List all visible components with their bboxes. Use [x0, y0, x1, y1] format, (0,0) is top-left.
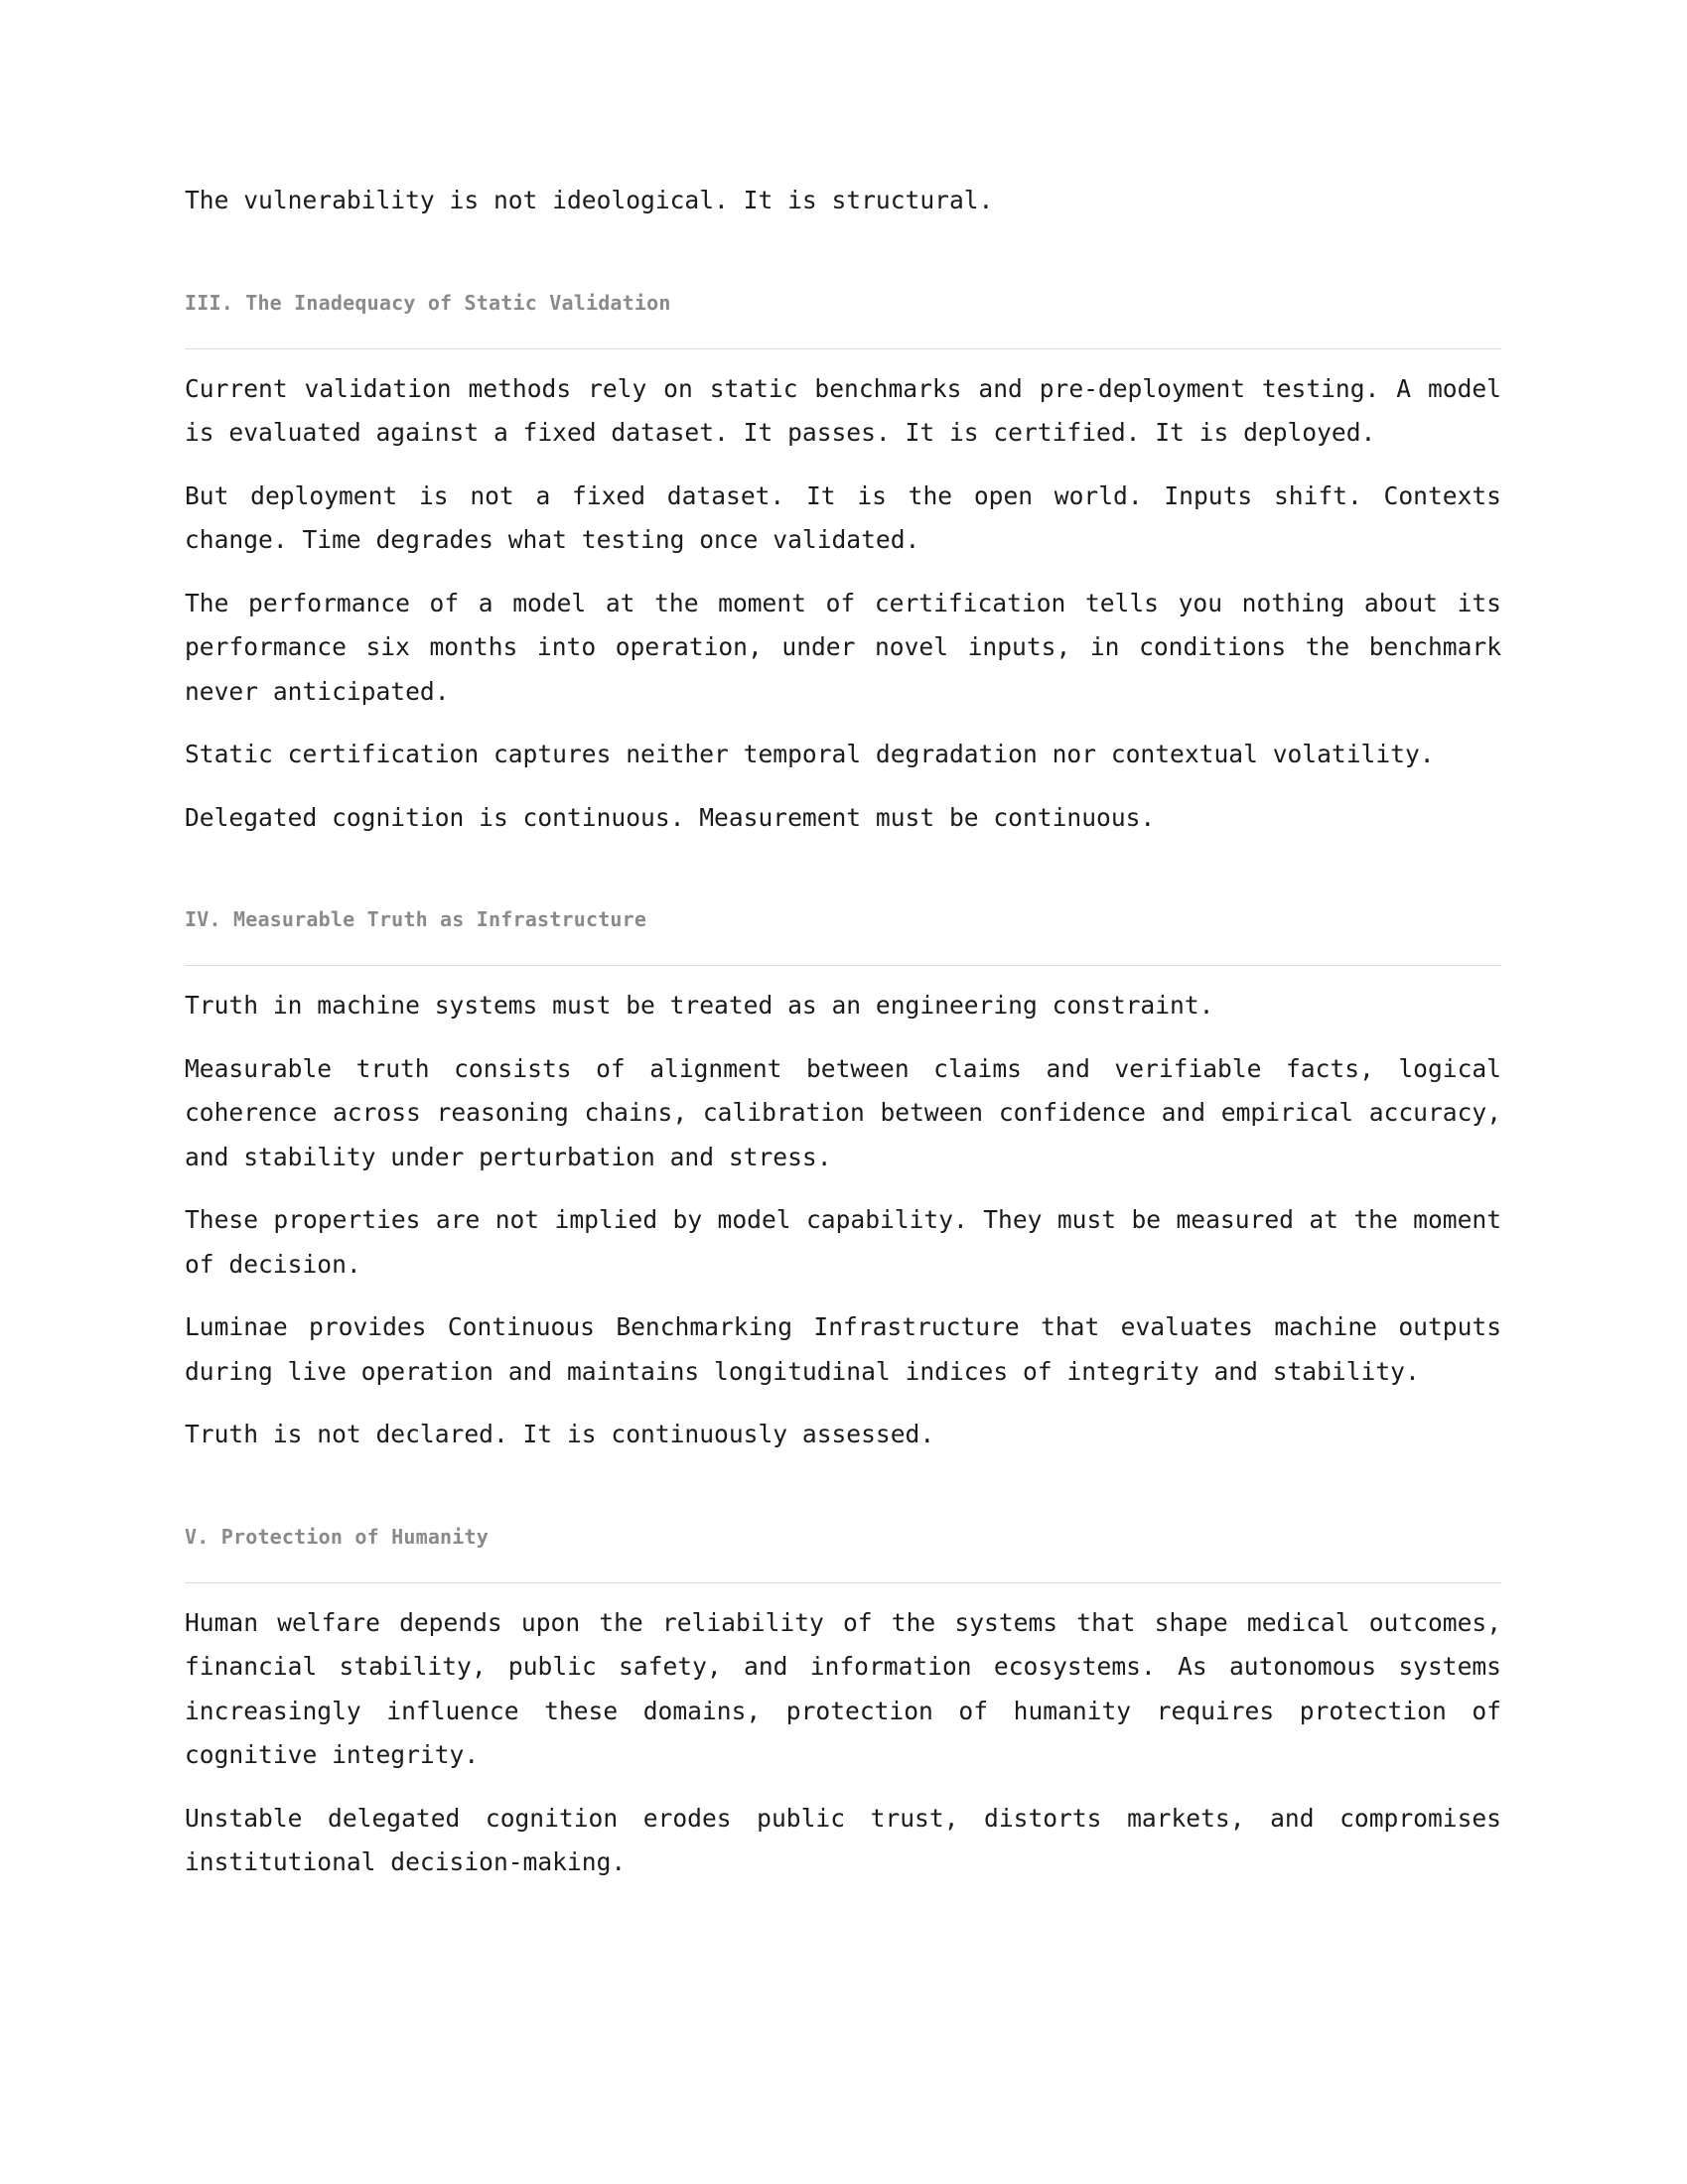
paragraph: Truth is not declared. It is continuously assessed. — [185, 1420, 935, 1448]
intro-paragraph: The vulnerability is not ideological. It is structural. — [185, 186, 994, 214]
paragraph: Static certification captures neither temporal degradation nor contextual volatility. — [185, 740, 1435, 768]
paragraph: Human welfare depends upon the reliability of the systems that shape medical outcomes, financial stability, public safety, and information ecosystems. As autonomous systems increasingly influence these domains, protection of humanity requires protection of cognitive integrity. — [185, 1607, 1501, 1769]
section-static-validation — [185, 289, 1501, 841]
paragraph: Measurable truth consists of alignment between claims and verifiable facts, logical coherence across reasoning chains, calibration between confidence and empirical accuracy, and stability under perturbation and stress. — [185, 1053, 1501, 1171]
paragraph: Luminae provides Continuous Benchmarking Infrastructure that evaluates machine outputs during live operation and maintains longitudinal indices of integrity and stability. — [185, 1312, 1501, 1386]
paragraph: Truth in machine systems must be treated as an engineering constraint. — [185, 991, 1214, 1020]
section-header — [185, 905, 1501, 966]
section-header — [185, 1523, 1501, 1583]
paragraph: These properties are not implied by model capability. They must be measured at the moment of decision. — [185, 1205, 1501, 1279]
document-page — [185, 179, 1501, 1904]
section-protection-of-humanity — [185, 1523, 1501, 1885]
paragraph: The performance of a model at the moment of certification tells you nothing about its performance six months into operation, under novel inputs, in conditions the benchmark never anticipated. — [185, 588, 1501, 706]
paragraph: But deployment is not a fixed dataset. It is the open world. Inputs shift. Contexts change. Time degrades what testing once validated. — [185, 480, 1501, 554]
section-measurable-truth — [185, 905, 1501, 1457]
paragraph: Unstable delegated cognition erodes public trust, distorts markets, and compromises institutional decision-making. — [185, 1803, 1501, 1876]
paragraph: Current validation methods rely on static benchmarks and pre-deployment testing. A model is evaluated against a fixed dataset. It passes. It is certified. It is deployed. — [185, 373, 1501, 447]
section-divider — [185, 348, 1501, 349]
paragraph: Delegated cognition is continuous. Measurement must be continuous. — [185, 802, 1156, 832]
section-divider — [185, 1582, 1501, 1583]
section-divider — [185, 965, 1501, 966]
section-title: V. Protection of Humanity — [185, 1524, 490, 1549]
section-title: III. The Inadequacy of Static Validation — [185, 290, 671, 315]
section-title: IV. Measurable Truth as Infrastructure — [185, 907, 647, 931]
section-header — [185, 289, 1501, 349]
